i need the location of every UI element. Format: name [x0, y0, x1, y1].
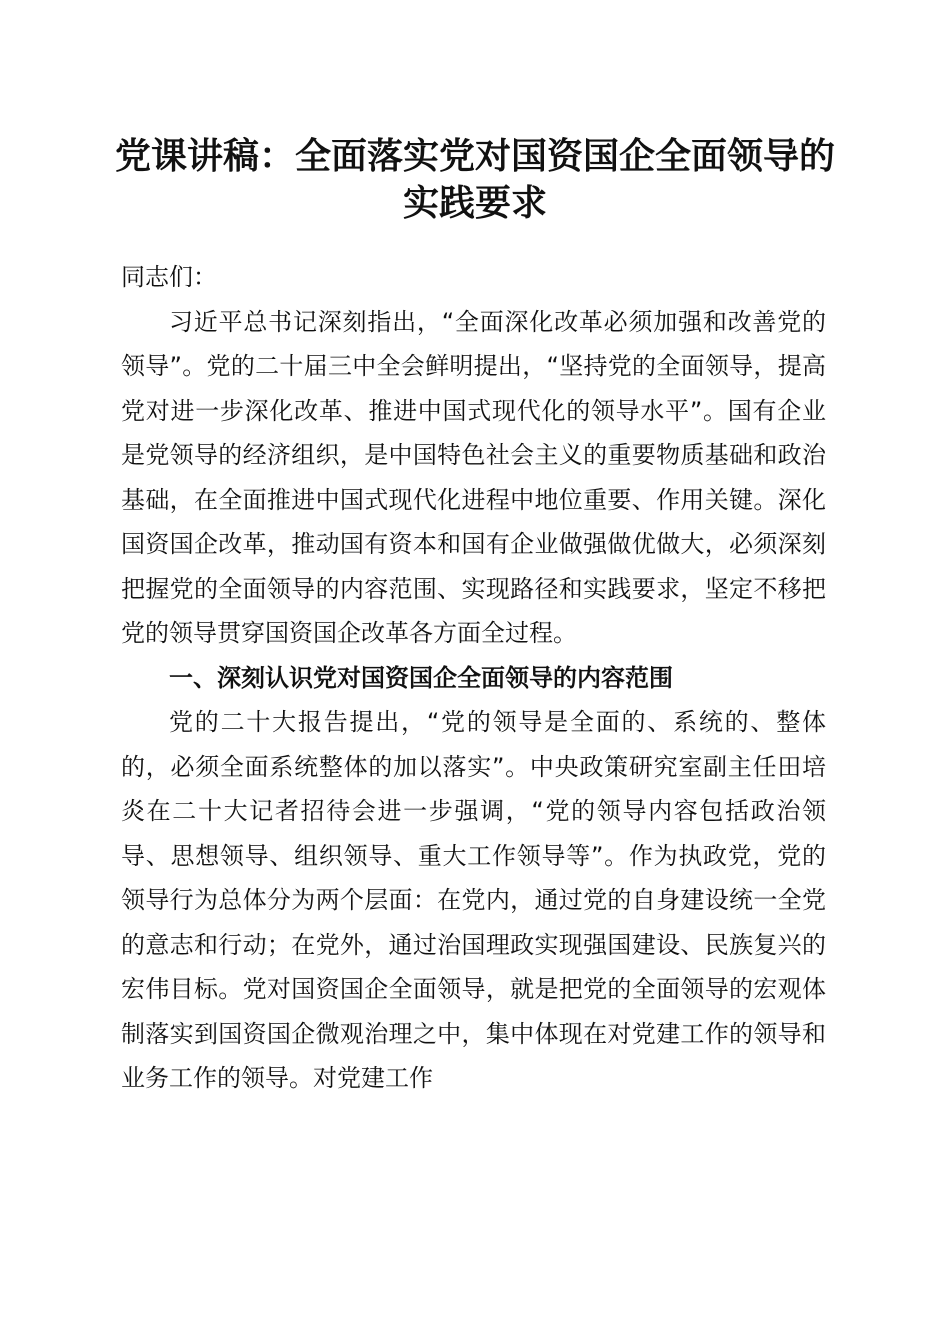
intro-paragraph: 习近平总书记深刻指出，“全面深化改革必须加强和改善党的领导”。党的二十届三中全会鲜明提出，“坚持党的全面领导，提高党对进一步深化改革、推进中国式现代化的领导水平”。国有企业是党领导的经济组织，是中国特色社会主义的重要物质基础和政治基础，在全面推进中国式现代化进程中地位重要、作用关键。深化国资国企改革，推动国有资本和国有企业做强做优做大，必须深刻把握党的全面领导的内容范围、实现路径和实践要求，坚定不移把党的领导贯穿国资国企改革各方面全过程。: [121, 307, 826, 647]
salutation: 同志们：: [121, 263, 217, 291]
document-body: [121, 255, 826, 1101]
section-paragraph: 党的二十大报告提出，“党的领导是全面的、系统的、整体的，必须全面系统整体的加以落实”。中央政策研究室副主任田培炎在二十大记者招待会进一步强调，“党的领导内容包括政治领导、思想领导、组织领导、重大工作领导等”。作为执政党，党的领导行为总体分为两个层面：在党内，通过党的自身建设统一全党的意志和行动；在党外，通过治国理政实现强国建设、民族复兴的宏伟目标。党对国资国企全面领导，就是把党的全面领导的宏观体制落实到国资国企微观治理之中，集中体现在对党建工作的领导和业务工作的领导。对党建工作: [121, 708, 826, 1092]
document-title: 党课讲稿：全面落实党对国资国企全面领导的实践要求: [114, 135, 835, 224]
section-heading: 一、深刻认识党对国资国企全面领导的内容范围: [169, 663, 673, 692]
